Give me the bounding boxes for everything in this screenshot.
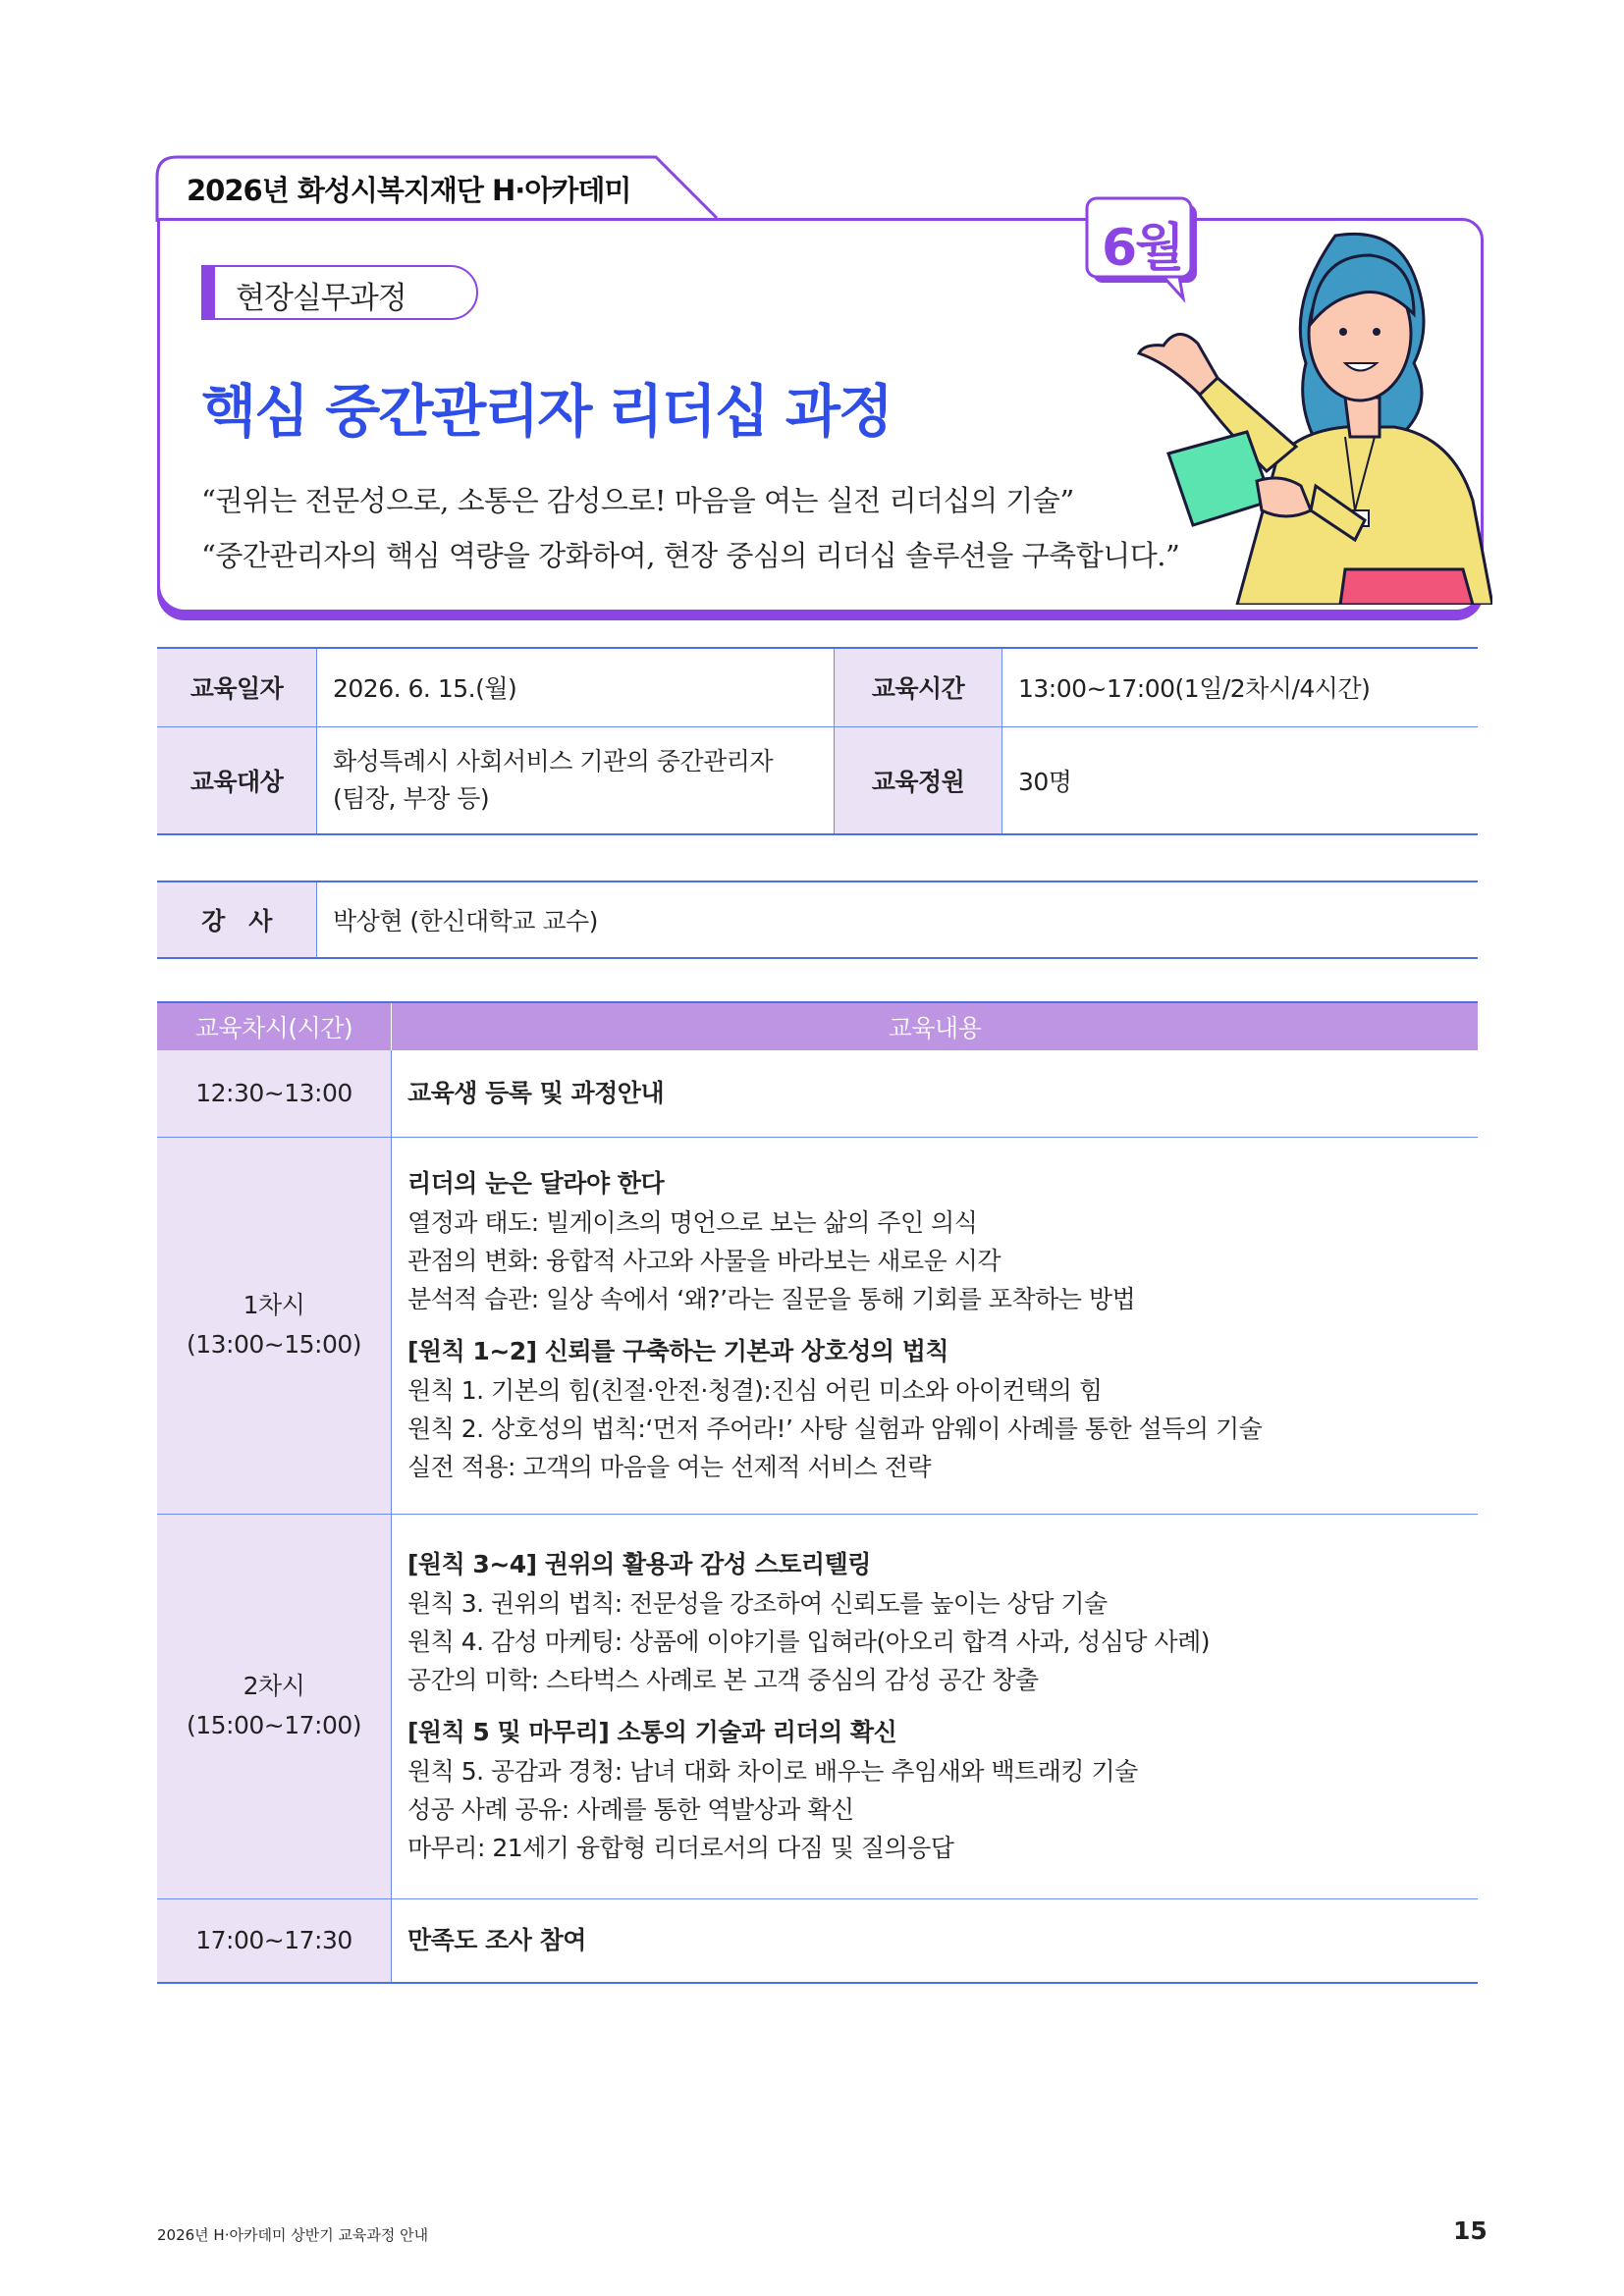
row-content [392,1514,1479,1898]
time-label: 교육시간 [835,648,1002,726]
schedule-row-session-1 [157,1137,1478,1514]
target-value-line-1: 화성특례시 사회서비스 기관의 중간관리자 [333,746,774,775]
course-title: 핵심 중간관리자 리더십 과정 [201,378,892,445]
section-heading: [원칙 1~2] 신뢰를 구축하는 기본과 상호성의 법칙 [407,1337,949,1365]
quote-line-2: “중간관리자의 핵심 역량을 강화하여, 현장 중심의 리더십 솔루션을 구축합니다.” [201,539,1180,572]
schedule-row-registration [157,1050,1478,1137]
list-item: 원칙 1. 기본의 힘(친절·안전·청결):진심 어린 미소와 아이컨택의 힘 [407,1376,1103,1405]
list-item: 분석적 습관: 일상 속에서 ‘왜?’라는 질문을 통해 기회를 포착하는 방법 [407,1285,1136,1313]
schedule-header-content: 교육내용 [392,1002,1479,1050]
list-item: 공간의 미학: 스타벅스 사례로 본 고객 중심의 감성 공간 창출 [407,1666,1039,1694]
category-label: 현장실무과정 [236,281,406,316]
list-item: 원칙 4. 감성 마케팅: 상품에 이야기를 입혀라(아오리 합격 사과, 성심당 사례) [407,1628,1211,1656]
list-item: 열정과 태도: 빌게이츠의 명언으로 보는 삶의 주인 의식 [407,1208,978,1237]
list-item: 관점의 변화: 융합적 사고와 사물을 바라보는 새로운 시각 [407,1247,1001,1275]
instructor-label: 강 사 [157,881,317,958]
target-value-line-2: (팀장, 부장 등) [333,783,490,813]
row-time [157,1137,392,1514]
time-value: 13:00~17:00(1일/2차시/4시간) [1002,648,1479,726]
section-heading: [원칙 5 및 마무리] 소통의 기술과 리더의 확신 [407,1718,897,1746]
row-content [392,1137,1479,1514]
session-label: 1차시 [243,1291,305,1319]
target-value [317,726,835,834]
date-label: 교육일자 [157,648,317,726]
month-label: 6월 [1102,219,1183,278]
list-item: 실전 적용: 고객의 마음을 여는 선제적 서비스 전략 [407,1453,932,1481]
list-item: 마무리: 21세기 융합형 리더로서의 다짐 및 질의응답 [407,1834,954,1862]
info-table [157,647,1478,835]
row-time: 12:30~13:00 [157,1050,392,1137]
list-item: 성공 사례 공유: 사례를 통한 역발상과 확신 [407,1795,854,1824]
capacity-value: 30명 [1002,726,1479,834]
row-time: 17:00~17:30 [157,1898,392,1983]
category-bar [201,265,215,320]
instructor-table [157,881,1478,959]
page-number: 15 [1453,2216,1488,2245]
target-label: 교육대상 [157,726,317,834]
schedule-row-survey [157,1898,1478,1983]
quote-line-1: “권위는 전문성으로, 소통은 감성으로! 마음을 여는 실전 리더십의 기술” [201,484,1074,517]
list-item: 원칙 5. 공감과 경청: 남녀 대화 차이로 배우는 추임새와 백트래킹 기술 [407,1757,1138,1786]
list-item: 원칙 3. 권위의 법칙: 전문성을 강조하여 신뢰도를 높이는 상담 기술 [407,1589,1108,1618]
session-label: 2차시 [243,1672,305,1700]
section-heading: 리더의 눈은 달라야 한다 [407,1169,665,1198]
row-content [392,1050,1479,1137]
date-value: 2026. 6. 15.(월) [317,648,835,726]
schedule-header-session: 교육차시(시간) [157,1002,392,1050]
footer-text: 2026년 H·아카데미 상반기 교육과정 안내 [157,2226,429,2244]
row-title: 교육생 등록 및 과정안내 [407,1078,665,1107]
session-time: (13:00~15:00) [186,1330,362,1359]
section-heading: [원칙 3~4] 권위의 활용과 감성 스토리텔링 [407,1550,871,1578]
list-item: 원칙 2. 상호성의 법칙:‘먼저 주어라!’ 사탕 실험과 암웨이 사례를 통한 설득의 기술 [407,1415,1263,1443]
schedule-row-session-2 [157,1514,1478,1898]
instructor-value: 박상현 (한신대학교 교수) [333,907,598,935]
schedule-table [157,1001,1478,1984]
session-time: (15:00~17:00) [186,1711,362,1739]
row-content [392,1898,1479,1983]
row-time [157,1514,392,1898]
row-title: 만족도 조사 참여 [407,1925,586,1954]
header-title: 2026년 화성시복지재단 H·아카데미 [187,174,631,207]
capacity-label: 교육정원 [835,726,1002,834]
